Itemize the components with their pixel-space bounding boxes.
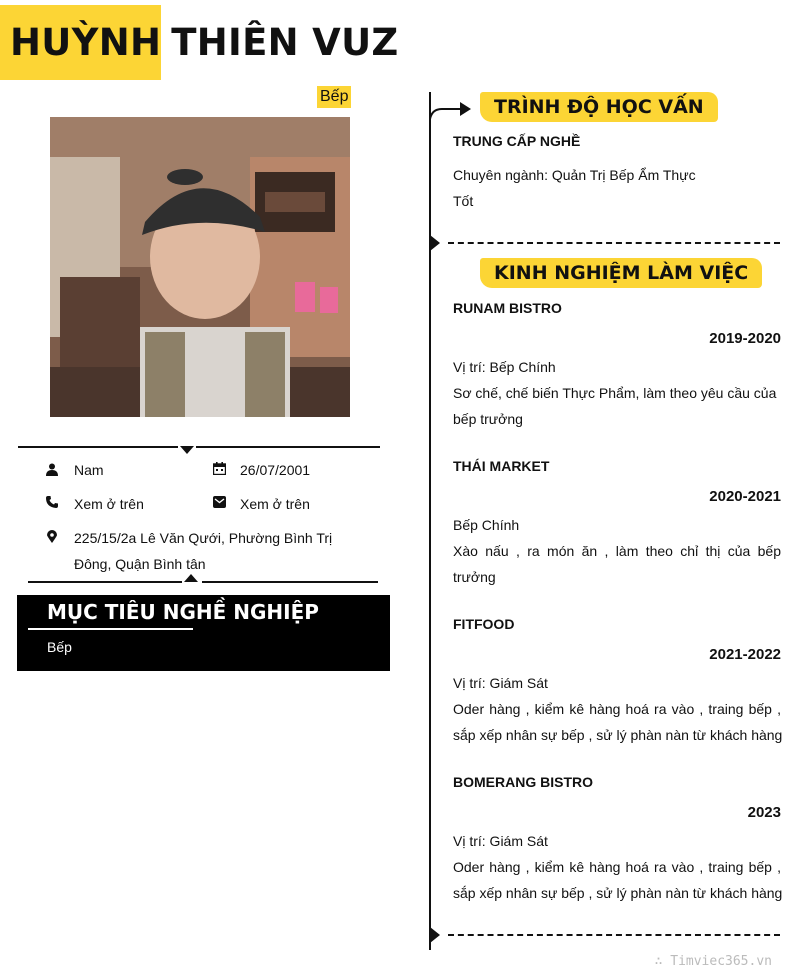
job-position: Vị trí: Giám Sát [453, 833, 548, 849]
job-years: 2021-2022 [709, 646, 781, 663]
profile-photo [50, 117, 350, 417]
timeline-line [429, 92, 431, 950]
divider-dashed-2 [448, 934, 780, 936]
job-years: 2019-2020 [709, 330, 781, 347]
objective-title: MỤC TIÊU NGHỀ NGHIỆP [47, 600, 319, 624]
info-top-line-left [18, 446, 178, 448]
birthday-value: 26/07/2001 [240, 462, 311, 478]
calendar-icon [212, 461, 226, 475]
watermark: ∴ Timviec365.vn [654, 954, 772, 969]
name-highlight-text: HUỲNH [10, 21, 162, 64]
job-company: FITFOOD [453, 616, 515, 632]
job-position: Bếp Chính [453, 517, 520, 533]
address-line-2: Đông, Quận Bình tân [74, 556, 206, 572]
info-top-line-right [196, 446, 380, 448]
phone-icon [45, 495, 59, 509]
job-description-cont: bếp trưởng [453, 411, 523, 427]
divider-marker-1 [430, 235, 440, 256]
objective-text: Bếp [47, 639, 72, 655]
email-value: Xem ở trên [240, 496, 310, 512]
divider-dashed-1 [448, 242, 780, 244]
map-pin-icon [45, 529, 59, 543]
education-school: TRUNG CẤP NGHỀ [453, 133, 581, 149]
job-description: Oder hàng , kiểm kê hàng hoá ra vào , traing bếp , [453, 701, 781, 717]
job-years: 2020-2021 [709, 488, 781, 505]
job-description-cont: sắp xếp nhân sự bếp , sử lý phàn nàn từ khách hàng [453, 885, 783, 901]
job-company: BOMERANG BISTRO [453, 774, 593, 790]
candidate-name [0, 5, 399, 80]
info-bottom-line-left [28, 581, 182, 583]
objective-underline [28, 628, 193, 630]
address-line-1: 225/15/2a Lê Văn Qưới, Phường Bình Trị [74, 530, 333, 546]
education-title: TRÌNH ĐỘ HỌC VẤN [480, 92, 718, 122]
education-grade: Tốt [453, 193, 474, 209]
envelope-icon [212, 495, 226, 509]
job-position: Vị trí: Bếp Chính [453, 359, 556, 375]
education-major: Chuyên ngành: Quản Trị Bếp Ẩm Thực [453, 167, 696, 183]
job-description-cont: sắp xếp nhân sự bếp , sử lý phàn nàn từ khách hàng [453, 727, 783, 743]
job-position: Vị trí: Giám Sát [453, 675, 548, 691]
divider-marker-2 [430, 927, 440, 948]
info-top-pointer [180, 446, 194, 454]
user-icon [45, 462, 59, 476]
job-company: THÁI MARKET [453, 458, 550, 474]
name-highlight-box [0, 5, 161, 80]
experience-title: KINH NGHIỆM LÀM VIỆC [480, 258, 762, 288]
phone-value: Xem ở trên [74, 496, 144, 512]
job-company: RUNAM BISTRO [453, 300, 562, 316]
career-objective-section [17, 595, 390, 671]
gender-value: Nam [74, 462, 104, 478]
job-description-cont: trưởng [453, 569, 496, 585]
job-description: Oder hàng , kiểm kê hàng hoá ra vào , traing bếp , [453, 859, 781, 875]
name-rest-text: THIÊN VUZ [171, 21, 399, 64]
info-bottom-pointer [184, 574, 198, 582]
job-years: 2023 [747, 804, 781, 821]
arrow-icon [430, 99, 472, 126]
job-description: Sơ chế, chế biến Thực Phẩm, làm theo yêu cầu của [453, 385, 777, 401]
info-bottom-line-right [202, 581, 378, 583]
job-description: Xào nấu , ra món ăn , làm theo chỉ thị của bếp [453, 543, 781, 559]
job-title-badge: Bếp [317, 86, 351, 108]
